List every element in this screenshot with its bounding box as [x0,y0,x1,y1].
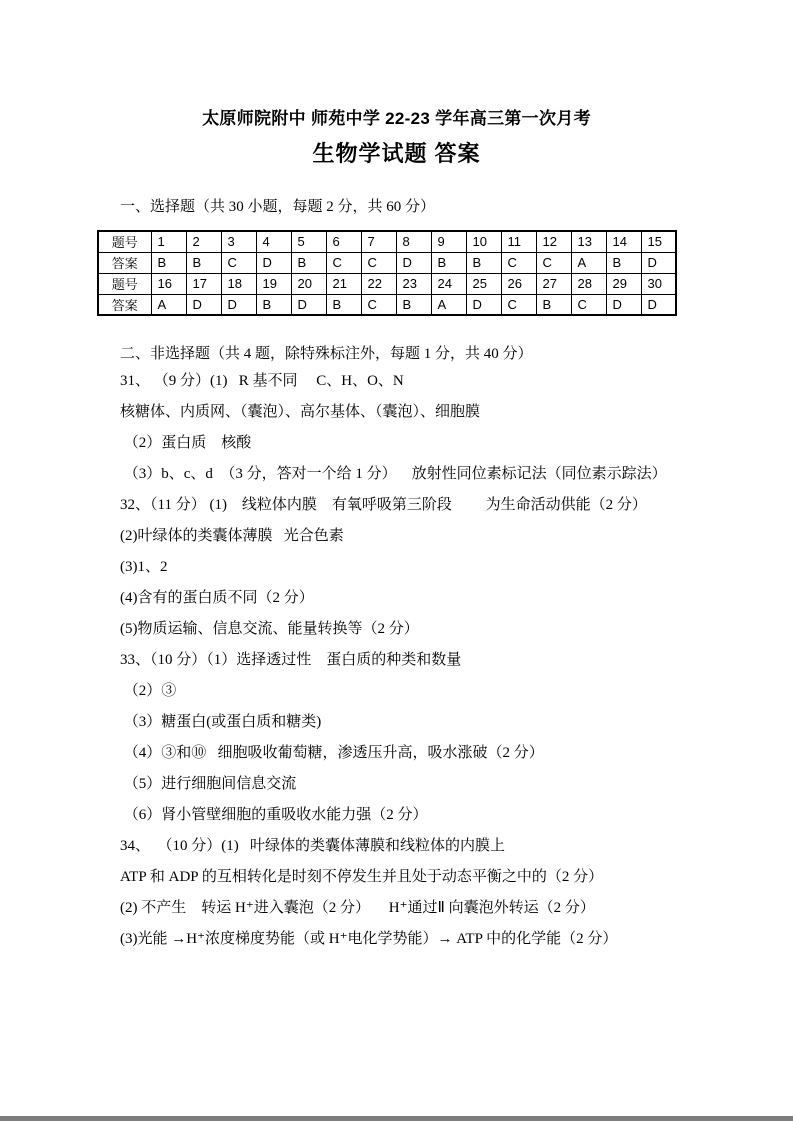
answer-lines [120,366,793,955]
answer-line: （6）肾小管壁细胞的重吸收水能力强（2 分） [120,807,428,823]
answer-letter-cell: A [431,294,466,315]
question-number-cell: 25 [466,273,501,294]
question-number-cell: 17 [186,273,221,294]
question-number-cell: 3 [221,231,256,252]
question-number-cell: 20 [291,273,326,294]
row-label: 题号 [98,273,151,294]
answer-letter-cell: C [361,252,396,273]
answer-letter-cell: C [501,294,536,315]
question-number-cell: 14 [606,231,641,252]
question-number-cell: 9 [431,231,466,252]
document-title: 太原师院附中 师苑中学 22-23 学年高三第一次月考 [202,109,591,128]
answer-line: (3)光能 →H⁺浓度梯度势能（或 H⁺电化学势能）→ ATP 中的化学能（2 分） [120,931,618,947]
answer-letter-cell: B [256,294,291,315]
answer-letter-cell: B [291,252,326,273]
answer-letter-cell: D [291,294,326,315]
answer-line: （4）③和⑩ 细胞吸收葡萄糖，渗透压升高，吸水涨破（2 分） [120,745,544,761]
answer-letter-cell: C [221,252,256,273]
answer-letter-cell: B [151,252,186,273]
question-number-cell: 4 [256,231,291,252]
answer-line: （3）b、c、d （3 分，答对一个给 1 分） 放射性同位素标记法（同位素示踪法） [120,466,667,482]
answer-letter-cell: B [326,294,361,315]
answer-letter-cell: D [606,294,641,315]
answer-line: 33、（10 分）（1）选择透过性 蛋白质的种类和数量 [120,652,462,668]
question-number-cell: 24 [431,273,466,294]
answer-letter-cell: B [536,294,571,315]
question-number-cell: 19 [256,273,291,294]
question-number-cell: 23 [396,273,431,294]
answer-line: (4)含有的蛋白质不同（2 分） [120,590,314,606]
answer-line: (2)叶绿体的类囊体薄膜 光合色素 [120,528,344,544]
answer-letter-cell: C [571,294,606,315]
answer-letter-cell: D [186,294,221,315]
answer-line: (5)物质运输、信息交流、能量转换等（2 分） [120,621,419,637]
answer-line: (3)1、2 [120,559,168,575]
table-row [98,252,676,273]
answer-letter-cell: D [396,252,431,273]
answer-letter-cell: C [361,294,396,315]
answer-line: 34、 （10 分）(1) 叶绿体的类囊体薄膜和线粒体的内膜上 [120,838,505,854]
answer-line: （2）③ [120,683,177,699]
window-bottom-bar [0,1116,793,1121]
question-number-cell: 29 [606,273,641,294]
answer-letter-cell: B [466,252,501,273]
row-label: 答案 [98,294,151,315]
answer-table [97,230,677,316]
answer-letter-cell: C [501,252,536,273]
answer-line: ATP 和 ADP 的互相转化是时刻不停发生并且处于动态平衡之中的（2 分） [120,869,604,885]
question-number-cell: 22 [361,273,396,294]
question-number-cell: 8 [396,231,431,252]
question-number-cell: 18 [221,273,256,294]
table-row [98,294,676,315]
answer-letter-cell: D [466,294,501,315]
answer-line: （3）糖蛋白(或蛋白质和糖类) [120,714,322,730]
question-number-cell: 28 [571,273,606,294]
question-number-cell: 10 [466,231,501,252]
section2-heading: 二、非选择题（共 4 题，除特殊标注外，每题 1 分，共 40 分） [120,346,533,362]
question-number-cell: 26 [501,273,536,294]
answer-letter-cell: B [186,252,221,273]
answer-letter-cell: A [151,294,186,315]
answer-line: 32、（11 分） (1) 线粒体内膜 有氧呼吸第三阶段 为生命活动供能（2 分） [120,497,647,513]
question-number-cell: 7 [361,231,396,252]
answer-letter-cell: A [571,252,606,273]
question-number-cell: 1 [151,231,186,252]
answer-letter-cell: B [606,252,641,273]
table-row [98,231,676,252]
question-number-cell: 15 [641,231,676,252]
question-number-cell: 2 [186,231,221,252]
answer-letter-cell: C [536,252,571,273]
answer-letter-cell: D [221,294,256,315]
question-number-cell: 12 [536,231,571,252]
answer-line: (2) 不产生 转运 H⁺进入囊泡（2 分） H⁺通过Ⅱ 向囊泡外转运（2 分） [120,900,595,916]
answer-line: （2）蛋白质 核酸 [120,435,252,451]
answer-letter-cell: B [396,294,431,315]
answer-letter-cell: D [256,252,291,273]
answer-letter-cell: D [641,294,676,315]
answer-line: （5）进行细胞间信息交流 [120,776,297,792]
question-number-cell: 6 [326,231,361,252]
answer-letter-cell: B [431,252,466,273]
question-number-cell: 30 [641,273,676,294]
document-subtitle: 生物学试题 答案 [312,141,481,166]
row-label: 题号 [98,231,151,252]
question-number-cell: 11 [501,231,536,252]
answer-letter-cell: C [326,252,361,273]
question-number-cell: 5 [291,231,326,252]
answer-line: 31、 （9 分）(1) R 基不同 C、H、O、N [120,373,404,389]
answer-table-body [98,231,676,315]
question-number-cell: 21 [326,273,361,294]
question-number-cell: 16 [151,273,186,294]
section1-heading: 一、选择题（共 30 小题，每题 2 分，共 60 分） [120,199,436,215]
answer-line: 核糖体、内质网、（囊泡）、高尔基体、（囊泡）、细胞膜 [120,404,481,420]
answer-letter-cell: D [641,252,676,273]
table-row [98,273,676,294]
question-number-cell: 13 [571,231,606,252]
question-number-cell: 27 [536,273,571,294]
row-label: 答案 [98,252,151,273]
